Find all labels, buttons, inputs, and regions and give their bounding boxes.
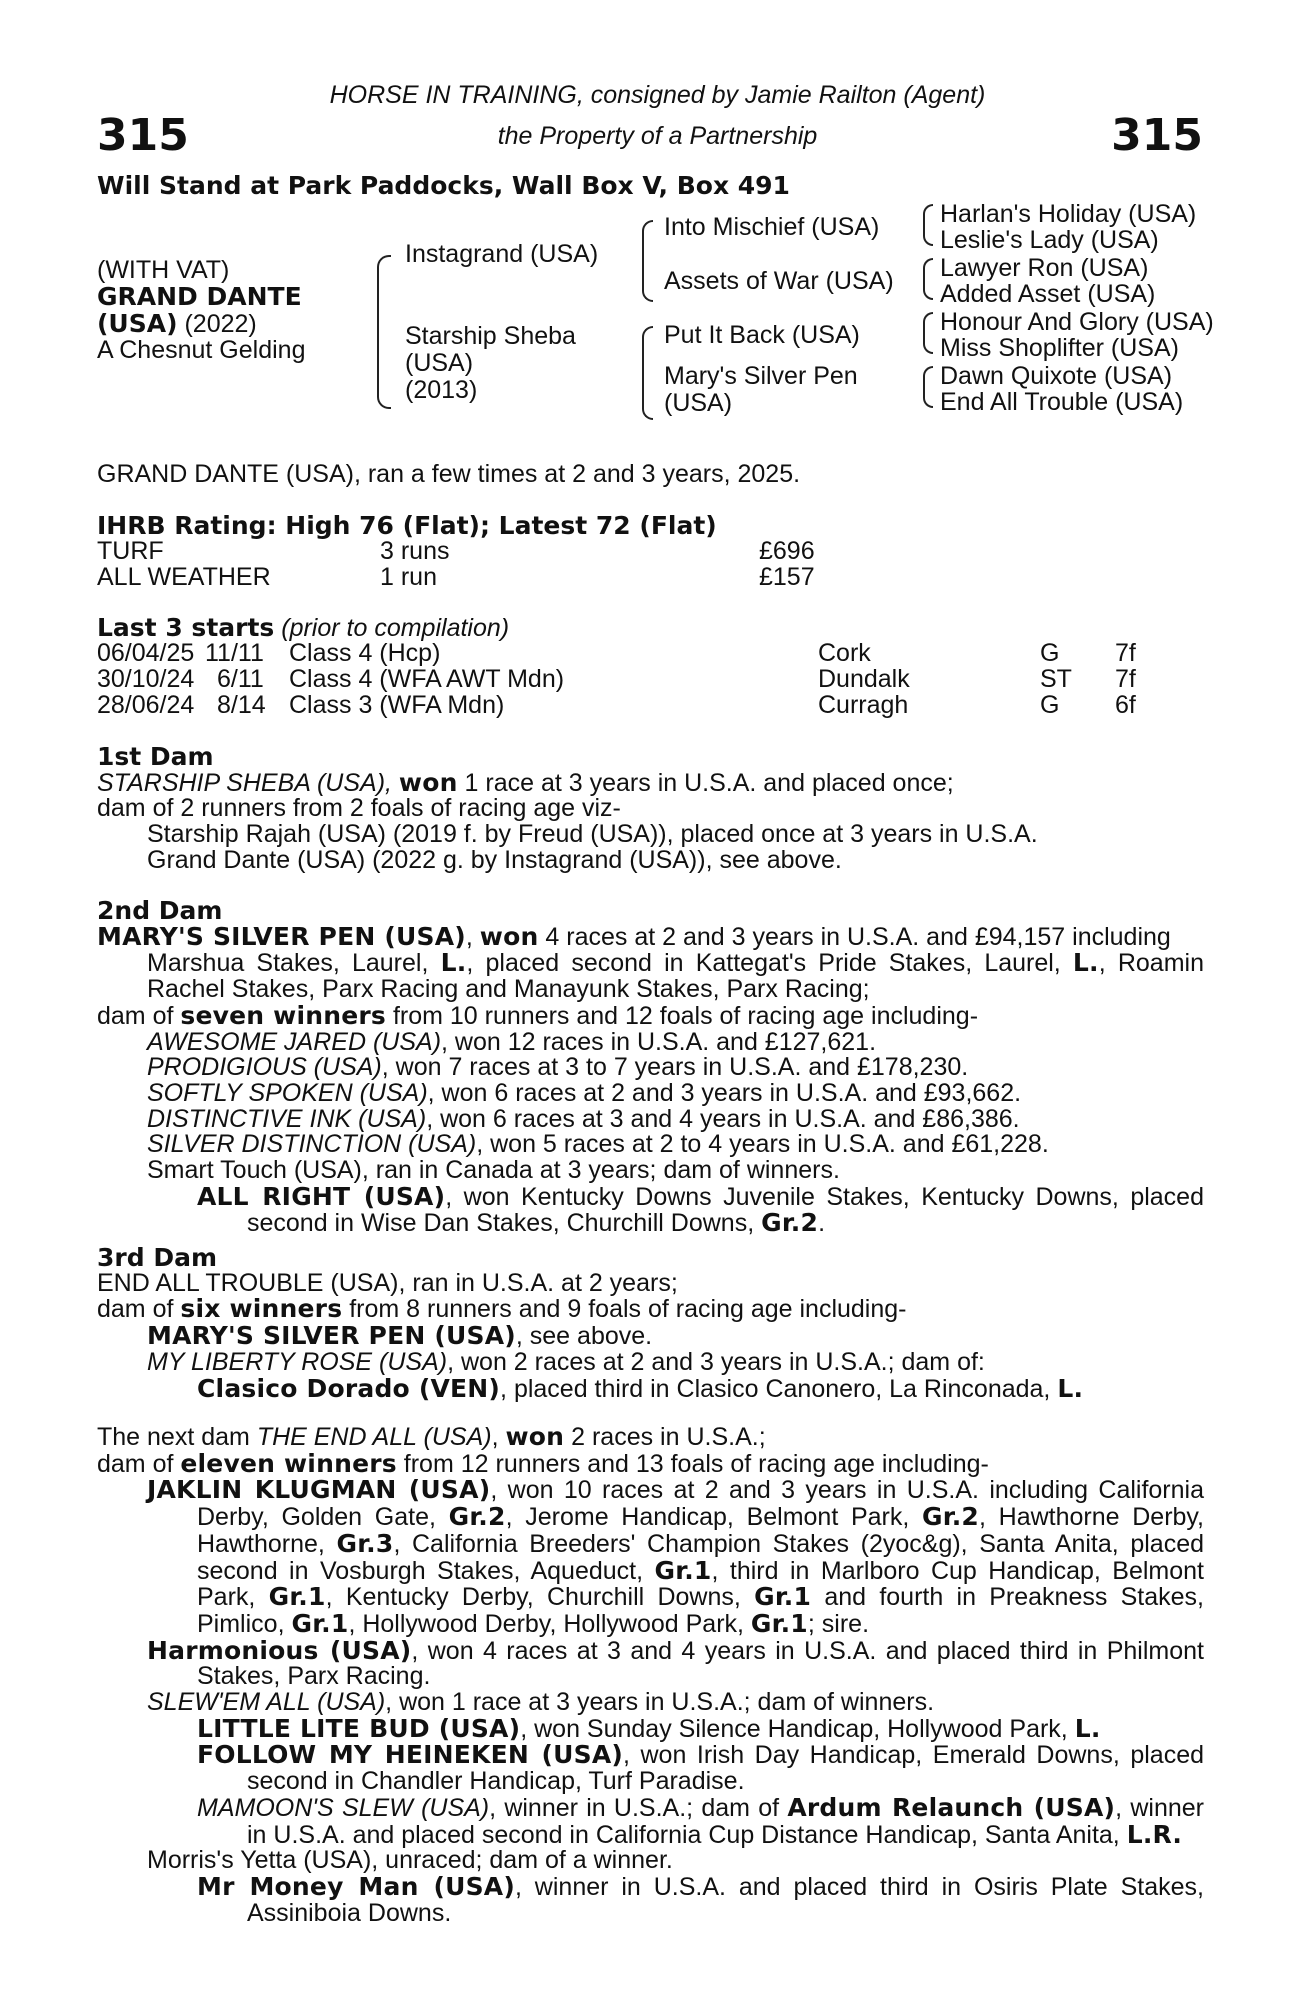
start-row: 28/06/24 8/14 Class 3 (WFA Mdn) Curragh G 6f xyxy=(97,691,1136,719)
rating-row-turf xyxy=(97,539,1204,565)
produce-line: Clasico Dorado (VEN), placed third in Clasico Canonero, La Rinconada, L. xyxy=(197,1373,1084,1403)
ggd-3: Miss Shoplifter (USA) xyxy=(940,334,1179,362)
dam-line: END ALL TROUBLE (USA), ran in U.S.A. at 2 years; xyxy=(97,1268,678,1297)
brace-sire-dam xyxy=(377,255,391,409)
produce-line: in U.S.A. and placed second in California Cup Distance Handicap, Santa Anita, L.R. xyxy=(247,1819,1183,1849)
produce-line: LITTLE LITE BUD (USA), won Sunday Silence Handicap, Hollywood Park, L. xyxy=(197,1713,1101,1743)
produce-line: Derby, Golden Gate, Gr.2, Jerome Handicap, Belmont Park, Gr.2, Hawthorne Derby, xyxy=(197,1502,1205,1532)
produce-line: second in Chandler Handicap, Turf Paradise. xyxy=(247,1767,745,1796)
sire-sire: Into Mischief (USA) xyxy=(664,213,880,241)
section-title: 1st Dam xyxy=(97,742,214,771)
ggd-2: Added Asset (USA) xyxy=(940,280,1156,308)
last-starts-title: Last 3 starts (prior to compilation) xyxy=(97,613,510,642)
lot-number-right: 315 xyxy=(1111,110,1203,161)
produce-line: SILVER DISTINCTION (USA), won 5 races at 2 to 4 years in U.S.A. and £61,228. xyxy=(147,1130,1049,1159)
brace-g2 xyxy=(923,258,933,300)
sire: Instagrand (USA) xyxy=(405,240,599,268)
runs: 1 run xyxy=(380,563,437,591)
rating-title: IHRB Rating: High 76 (Flat); Latest 72 (Flat) xyxy=(97,511,717,540)
produce-line: Smart Touch (USA), ran in Canada at 3 years; dam of winners. xyxy=(147,1156,840,1185)
surface: ALL WEATHER xyxy=(97,563,271,591)
second-dam-section xyxy=(97,898,1204,1237)
ggs-3: Honour And Glory (USA) xyxy=(940,308,1214,336)
ggs-1: Harlan's Holiday (USA) xyxy=(940,200,1197,228)
next-dam-section xyxy=(97,1424,1204,1926)
start-row: 06/04/25 11/11 Class 4 (Hcp) Cork G 7f xyxy=(97,639,1136,667)
produce-line: JAKLIN KLUGMAN (USA), won 10 races at 2 and 3 years in U.S.A. including California xyxy=(147,1475,1204,1505)
dam-line: dam of seven winners from 10 runners and 12 foals of racing age including- xyxy=(97,1000,979,1030)
first-dam-section xyxy=(97,744,1204,874)
brace-sire-parents xyxy=(642,220,653,302)
produce-line: AWESOME JARED (USA), won 12 races in U.S.A. and £127,621. xyxy=(147,1027,877,1056)
brace-g4 xyxy=(923,366,933,408)
rating-row-aw xyxy=(97,565,1204,591)
consignor-line: HORSE IN TRAINING, consigned by Jamie Railton (Agent) xyxy=(329,81,986,109)
horse-description: A Chesnut Gelding xyxy=(97,336,306,364)
produce-line: Assiniboia Downs. xyxy=(247,1898,452,1927)
produce-line: Park, Gr.1, Kentucky Derby, Churchill Downs, Gr.1 and fourth in Preakness Stakes, xyxy=(197,1582,1205,1612)
produce-line: ALL RIGHT (USA), won Kentucky Downs Juvenile Stakes, Kentucky Downs, placed xyxy=(197,1181,1204,1211)
dam-line: dam of 2 runners from 2 foals of racing age viz- xyxy=(97,794,621,823)
runs: 3 runs xyxy=(380,537,450,565)
produce-line: MARY'S SILVER PEN (USA), see above. xyxy=(147,1321,653,1351)
property-line: the Property of a Partnership xyxy=(497,122,818,150)
brace-dam-parents xyxy=(642,326,653,420)
section-title: 3rd Dam xyxy=(97,1243,217,1272)
dam-line: The next dam THE END ALL (USA), won 2 races in U.S.A.; xyxy=(97,1422,766,1451)
dam-dam-line2: (USA) xyxy=(664,389,733,417)
dam-line: Marshua Stakes, Laurel, L., placed second in Kattegat's Pride Stakes, Laurel, L., Roamin xyxy=(147,948,1204,978)
produce-line: Morris's Yetta (USA), unraced; dam of a winner. xyxy=(147,1846,673,1875)
produce-line: Stakes, Parx Racing. xyxy=(197,1662,431,1691)
dam-line: Rachel Stakes, Parx Racing and Manayunk Stakes, Parx Racing; xyxy=(147,975,870,1004)
dam-sire: Put It Back (USA) xyxy=(664,321,860,349)
produce-line: Pimlico, Gr.1, Hollywood Derby, Hollywood Park, Gr.1; sire. xyxy=(197,1608,870,1638)
prize: £157 xyxy=(759,563,815,591)
section-title: 2nd Dam xyxy=(97,896,223,925)
produce-line: second in Vosburgh Stakes, Aqueduct, Gr.1, third in Marlboro Cup Handicap, Belmont xyxy=(197,1555,1204,1585)
produce-line: DISTINCTIVE INK (USA), won 6 races at 3 and 4 years in U.S.A. and £86,386. xyxy=(147,1104,1020,1133)
ggd-4: End All Trouble (USA) xyxy=(940,388,1184,416)
ggs-2: Lawyer Ron (USA) xyxy=(940,254,1149,282)
produce-line: Grand Dante (USA) (2022 g. by Instagrand (USA)), see above. xyxy=(147,845,842,874)
produce-line: Harmonious (USA), won 4 races at 3 and 4 years in U.S.A. and placed third in Philmont xyxy=(147,1635,1204,1665)
dam-line: MARY'S SILVER PEN (USA), won 4 races at 2 and 3 years in U.S.A. and £94,157 including xyxy=(97,921,1171,951)
produce-line: Starship Rajah (USA) (2019 f. by Freud (USA)), placed once at 3 years in U.S.A. xyxy=(147,820,1038,849)
brace-g1 xyxy=(923,204,933,246)
dam-line: STARSHIP SHEBA (USA), won 1 race at 3 years in U.S.A. and placed once; xyxy=(97,767,954,797)
horse-origin-year: (USA) (2022) xyxy=(97,309,257,338)
produce-line: SLEW'EM ALL (USA), won 1 race at 3 years in U.S.A.; dam of winners. xyxy=(147,1688,935,1717)
produce-line: PRODIGIOUS (USA), won 7 races at 3 to 7 years in U.S.A. and £178,230. xyxy=(147,1053,969,1082)
brace-g3 xyxy=(923,312,933,354)
produce-line: MAMOON'S SLEW (USA), winner in U.S.A.; dam of Ardum Relaunch (USA), winner xyxy=(197,1792,1204,1822)
prize: £696 xyxy=(759,537,815,565)
surface: TURF xyxy=(97,537,164,565)
produce-line: Hawthorne, Gr.3, California Breeders' Champion Stakes (2yoc&g), Santa Anita, placed xyxy=(197,1528,1205,1558)
stand-location: Will Stand at Park Paddocks, Wall Box V, Box 491 xyxy=(97,171,790,200)
produce-line: Mr Money Man (USA), winner in U.S.A. and placed third in Osiris Plate Stakes, xyxy=(197,1871,1204,1901)
produce-line: MY LIBERTY ROSE (USA), won 2 races at 2 and 3 years in U.S.A.; dam of: xyxy=(147,1347,985,1376)
produce-line: FOLLOW MY HEINEKEN (USA), won Irish Day Handicap, Emerald Downs, placed xyxy=(197,1740,1204,1770)
dam-line: dam of six winners from 8 runners and 9 foals of racing age including- xyxy=(97,1294,907,1324)
start-row: 30/10/24 6/11 Class 4 (WFA AWT Mdn) Dundalk ST 7f xyxy=(97,665,1136,693)
ggs-4: Dawn Quixote (USA) xyxy=(940,362,1173,390)
dam-dam-line1: Mary's Silver Pen xyxy=(664,362,858,390)
third-dam-section xyxy=(97,1245,1204,1402)
race-summary: GRAND DANTE (USA), ran a few times at 2 and 3 years, 2025. xyxy=(97,460,801,488)
dam-line2: (USA) xyxy=(405,349,474,377)
horse-name: GRAND DANTE xyxy=(97,282,302,311)
vat-note: (WITH VAT) xyxy=(97,256,230,284)
dam-line3: (2013) xyxy=(405,376,478,404)
dam-line: dam of eleven winners from 12 runners and 13 foals of racing age including- xyxy=(97,1448,989,1478)
produce-line: SOFTLY SPOKEN (USA), won 6 races at 2 and 3 years in U.S.A. and £93,662. xyxy=(147,1078,1022,1107)
sire-dam: Assets of War (USA) xyxy=(664,267,894,295)
dam-line1: Starship Sheba xyxy=(405,322,576,350)
produce-line: second in Wise Dan Stakes, Churchill Downs, Gr.2. xyxy=(247,1208,826,1238)
ggd-1: Leslie's Lady (USA) xyxy=(940,226,1159,254)
lot-number-left: 315 xyxy=(97,110,189,161)
